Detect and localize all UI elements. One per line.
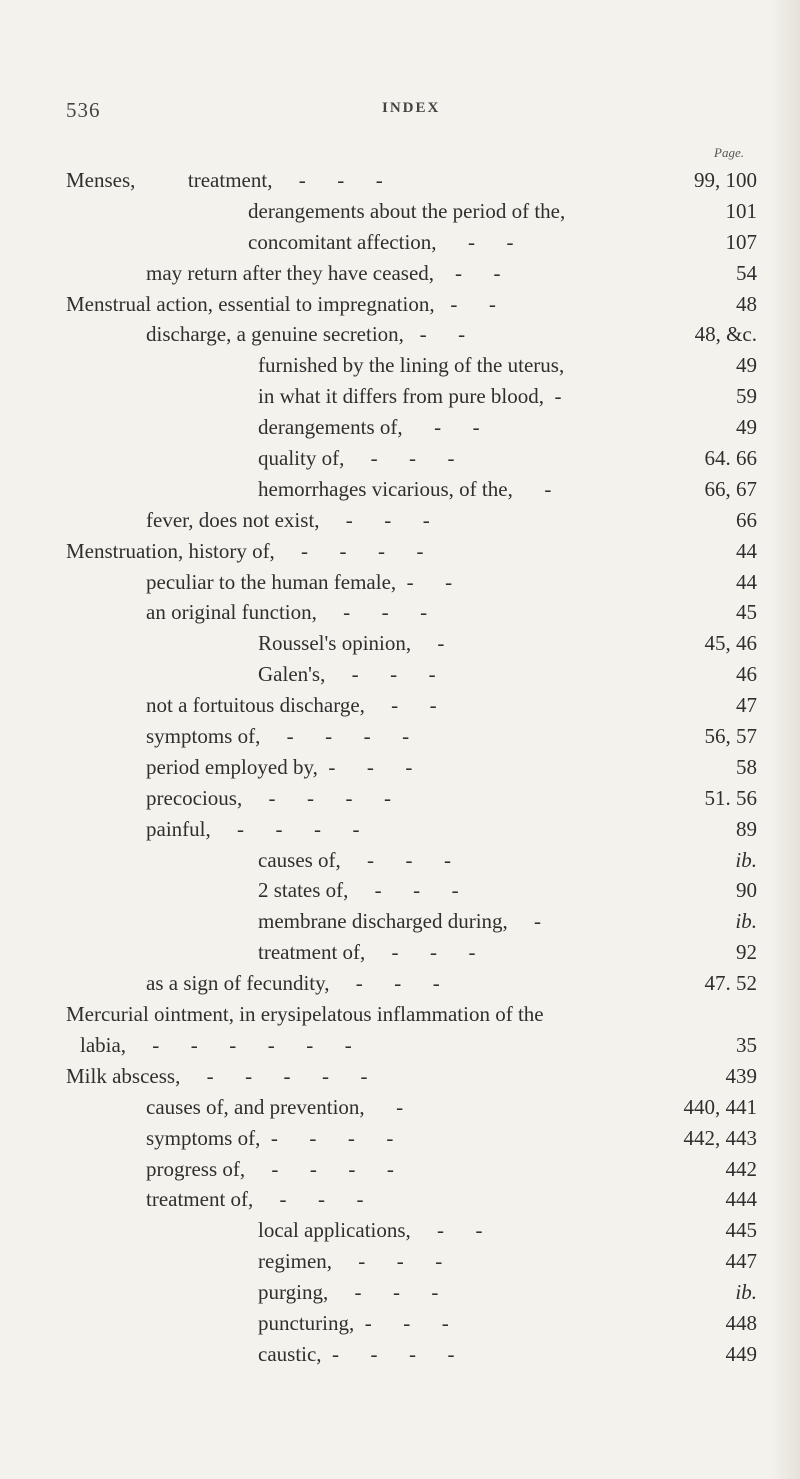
entry-text: local applications, - - [258,1218,483,1243]
entry-pages: ib. [735,909,757,934]
entry-text: symptoms of, - - - - [146,1125,394,1150]
entry-pages: 49 [736,353,757,378]
entry-pages: 445 [725,1218,757,1243]
index-entry [0,1339,800,1370]
index-entry [0,752,800,783]
entry-text: in what it differs from pure blood, - [258,384,562,409]
entry-text: puncturing, - - - [258,1310,449,1335]
entry-pages: 442 [725,1156,757,1181]
index-entry [0,783,800,814]
entry-pages: 64. 66 [704,446,757,471]
index-entry [0,1308,800,1339]
entry-text: precocious, - - - - [146,785,391,810]
index-entry [0,1030,800,1061]
entry-pages: 439 [725,1063,757,1088]
index-entry [0,258,800,289]
index-entry [0,412,800,443]
index-entry [0,937,800,968]
index-entry [0,1154,800,1185]
entry-text: 2 states of, - - - [258,878,459,903]
page-number: 536 [66,98,101,122]
entry-text: purging, - - - [258,1280,439,1305]
entry-pages: 35 [736,1032,757,1057]
entry-pages: 44 [736,538,757,563]
index-entry [0,1061,800,1092]
running-head: INDEX [382,100,441,116]
entry-text: as a sign of fecundity, - - - [146,971,440,996]
index-entry [0,814,800,845]
entry-text: Menstrual action, essential to impregnation, - - [66,291,496,316]
index-entry [0,845,800,876]
entry-text: causes of, and prevention, - [146,1094,404,1119]
index-entry [0,289,800,320]
entry-pages: ib. [735,847,757,872]
entry-text: treatment of, - - - [258,940,476,965]
index-entry [0,1215,800,1246]
entry-text: Milk abscess, - - - - - [66,1063,368,1088]
entry-text: Menses, treatment, - - - [66,168,383,192]
entry-text: fever, does not exist, - - - [146,507,430,532]
entry-text: caustic, - - - - [258,1341,455,1366]
entry-pages: 447 [725,1249,757,1274]
index-entry [0,999,800,1030]
entry-text: causes of, - - - [258,847,452,872]
entry-pages: 448 [725,1310,757,1335]
index-entry [0,443,800,474]
index-entry [0,1123,800,1154]
index-entry [0,968,800,999]
entry-pages: 54 [736,260,757,285]
index-entry [0,567,800,598]
entry-text: Menstruation, history of, - - - - [66,538,424,563]
entry-text: may return after they have ceased, - - [146,260,501,285]
entry-pages: 44 [736,569,757,594]
index-entry [0,875,800,906]
entry-text: quality of, - - - [258,446,455,471]
entry-text: not a fortuitous discharge, - - [146,693,437,718]
entry-text: symptoms of, - - - - [146,724,410,749]
entry-text: an original function, - - - [146,600,428,625]
entry-pages: ib. [735,1280,757,1305]
index-entry [0,536,800,567]
entry-pages: 51. 56 [704,785,757,810]
index-entry [0,319,800,350]
entry-text: Mercurial ointment, in erysipelatous inflammation of the [66,1002,544,1027]
entry-pages: 59 [736,384,757,409]
entry-pages: 99, 100 [694,168,757,192]
entry-pages: 66, 67 [704,476,757,501]
index-entry [0,474,800,505]
entry-pages: 56, 57 [704,724,757,749]
index-entry [0,628,800,659]
entry-pages: 58 [736,754,757,779]
entry-text: hemorrhages vicarious, of the, - [258,476,552,501]
index-entry [0,1246,800,1277]
entry-pages: 45 [736,600,757,625]
index-entry [0,597,800,628]
entry-text: regimen, - - - [258,1249,443,1274]
entry-text: Roussel's opinion, - [258,631,445,656]
entry-pages: 440, 441 [683,1094,757,1119]
entry-pages: 47 [736,693,757,718]
entry-text: Galen's, - - - [258,662,436,687]
index-entry [0,1092,800,1123]
entry-pages: 89 [736,816,757,841]
index-entry [0,690,800,721]
entry-text: treatment of, - - - [146,1187,364,1212]
entry-text: concomitant affection, - - [248,229,514,254]
entry-text: progress of, - - - - [146,1156,394,1181]
index-entry [0,196,800,227]
index-entry [0,721,800,752]
entry-text: furnished by the lining of the uterus, [258,353,565,378]
index-entry [0,350,800,381]
entry-pages: 444 [725,1187,757,1212]
entry-pages: 92 [736,940,757,965]
entry-text: period employed by, - - - [146,754,413,779]
index-entry [0,165,800,196]
entry-pages: 48, &c. [694,322,757,347]
entry-text: labia, - - - - - - [80,1032,352,1057]
index-entry [0,227,800,258]
entry-pages: 46 [736,662,757,687]
index-entry [0,659,800,690]
index-entry [0,1277,800,1308]
entry-text: membrane discharged during, - [258,909,542,934]
entry-pages: 48 [736,291,757,316]
index-entry [0,906,800,937]
index-entry [0,1184,800,1215]
index-entry [0,505,800,536]
entry-pages: 90 [736,878,757,903]
entry-pages: 66 [736,507,757,532]
entry-pages: 47. 52 [704,971,757,996]
entry-pages: 449 [725,1341,757,1366]
entry-pages: 107 [725,229,757,254]
page-column-label: Page. [714,145,744,160]
entry-text: derangements of, - - [258,415,480,440]
entry-text: painful, - - - - [146,816,360,841]
index-entries [0,165,800,1370]
entry-pages: 49 [736,415,757,440]
entry-pages: 45, 46 [704,631,757,656]
entry-pages: 442, 443 [683,1125,757,1150]
entry-text: discharge, a genuine secretion, - - [146,322,466,347]
index-entry [0,381,800,412]
entry-pages: 101 [725,198,757,223]
entry-text: peculiar to the human female, - - [146,569,453,594]
entry-text: derangements about the period of the, [248,198,566,223]
